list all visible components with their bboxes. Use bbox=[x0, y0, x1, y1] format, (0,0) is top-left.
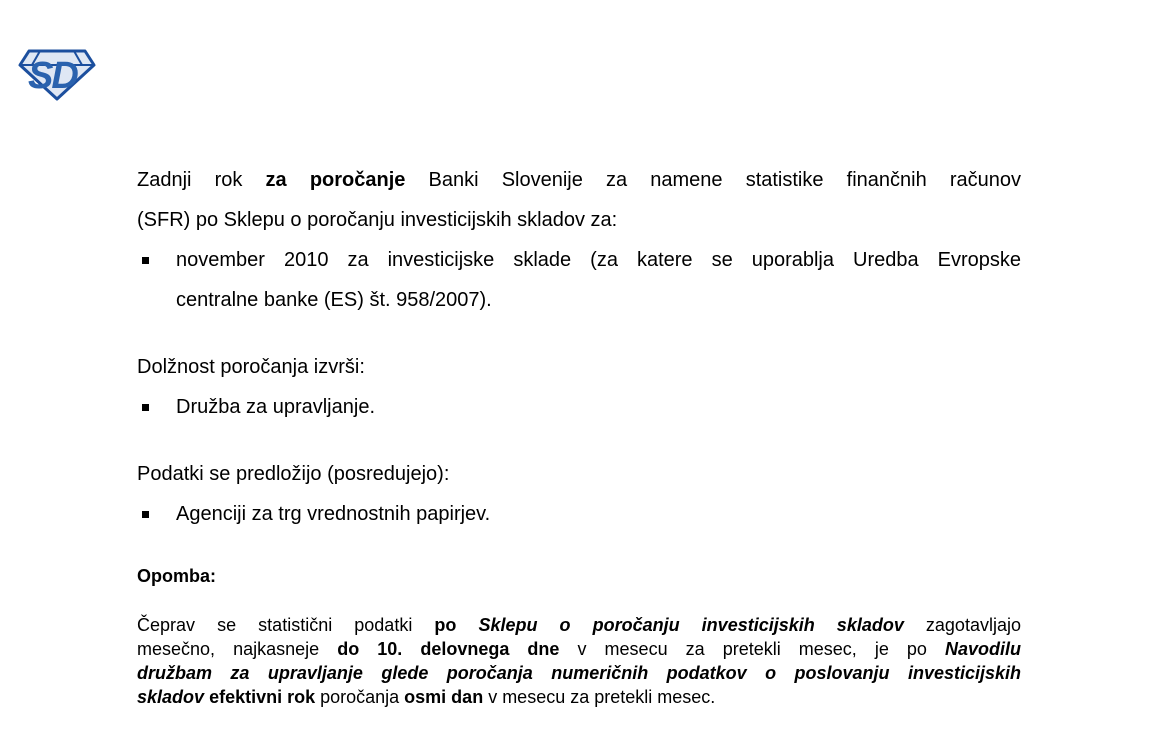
sd-logo bbox=[17, 46, 97, 103]
note-title: Opomba: bbox=[137, 566, 216, 586]
bullet-text: Družba za upravljanje. bbox=[176, 396, 375, 418]
document-body bbox=[137, 160, 1021, 709]
submit-section bbox=[137, 454, 1021, 534]
duty-section bbox=[137, 347, 1021, 427]
bullet-text: Agenciji za trg vrednostnih papirjev. bbox=[176, 503, 491, 525]
logo-letters: SD bbox=[28, 55, 77, 97]
intro-paragraph bbox=[137, 160, 1021, 240]
bullet-line-1 bbox=[137, 240, 1021, 280]
bullet-text: november 2010 za investicijske sklade (za katere se uporablja Uredba Evropske bbox=[176, 249, 1021, 271]
bullet-square-icon bbox=[142, 511, 149, 518]
note-line-3: družbam za upravljanje glede poročanja numeričnih podatkov o poslovanju investicijskih bbox=[137, 663, 1021, 683]
duty-header: Dolžnost poročanja izvrši: bbox=[137, 356, 365, 378]
bullet-line-2: centralne banke (ES) št. 958/2007). bbox=[176, 289, 492, 311]
bullet-square-icon bbox=[142, 404, 149, 411]
bullet-square-icon bbox=[142, 257, 149, 264]
note-paragraph bbox=[137, 613, 1021, 709]
bullet-item-agencija bbox=[137, 494, 1021, 534]
note-line-1: Čeprav se statistični podatki po Sklepu o poročanju investicijskih skladov zagotavljajo bbox=[137, 615, 1021, 635]
bullet-item-druzba bbox=[137, 387, 1021, 427]
intro-line-2: (SFR) po Sklepu o poročanju investicijskih skladov za: bbox=[137, 209, 618, 231]
note-line-4: skladov efektivni rok poročanja osmi dan v mesecu za pretekli mesec. bbox=[137, 687, 716, 707]
submit-header: Podatki se predložijo (posredujejo): bbox=[137, 463, 450, 485]
note-line-2: mesečno, najkasneje do 10. delovnega dne v mesecu za pretekli mesec, je po Navodilu bbox=[137, 639, 1022, 659]
intro-line-1: Zadnji rok za poročanje Banki Slovenije za namene statistike finančnih računov bbox=[137, 169, 1021, 191]
sd-logo-graphic bbox=[17, 46, 97, 103]
bullet-item-november-2010 bbox=[137, 240, 1021, 320]
